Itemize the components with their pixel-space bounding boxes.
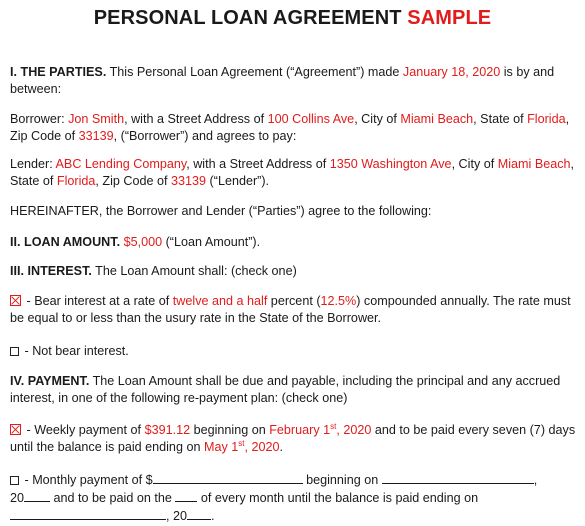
borrower-name: Jon Smith (68, 112, 125, 126)
agreement-date: January 18, 2020 (402, 65, 501, 79)
hereinafter-paragraph: HEREINAFTER, the Borrower and Lender (“Parties”) agree to the following: (10, 204, 432, 218)
page-title: PERSONAL LOAN AGREEMENT SAMPLE (93, 7, 492, 29)
interest-rate-value: 12.5% (320, 294, 357, 308)
sample-label: SAMPLE (407, 7, 492, 29)
monthly-start-year-blank[interactable] (24, 489, 50, 502)
weekly-start-date: February 1st, 2020 (269, 422, 372, 437)
monthly-day-blank[interactable] (175, 489, 197, 502)
borrower-zip: 33139 (78, 129, 114, 143)
monthly-start-blank[interactable] (382, 471, 534, 484)
interest-option-bear: - Bear interest at a rate of twelve and a half percent (12.5%) compounded annually. The rate must be equal to or less than the usury rate in the State of the Borrower. (10, 294, 571, 325)
lender-paragraph: Lender: ABC Lending Company, with a Street Address of 1350 Washington Ave, City of Miami Beach, State of Florida, Zip Code of 33139 (“Lender”). (10, 157, 575, 188)
borrower-city: Miami Beach (400, 112, 474, 126)
loan-amount-value: $5,000 (123, 235, 163, 249)
interest-paragraph: III. INTEREST. The Loan Amount shall: (check one) (10, 264, 297, 278)
borrower-paragraph: Borrower: Jon Smith, with a Street Address of 100 Collins Ave, City of Miami Beach, State of Florida, Zip Code of 33139, (“Borrower”) and agrees to pay: (10, 112, 570, 143)
unchecked-box-icon[interactable] (10, 347, 19, 356)
lender-address: 1350 Washington Ave (329, 157, 452, 171)
payment-option-weekly: - Weekly payment of $391.12 beginning on February 1st, 2020 and to be paid every seven (7) days until the balance is paid ending on May 1st, 2020. (10, 422, 576, 454)
checked-box-icon[interactable] (10, 424, 21, 435)
lender-name: ABC Lending Company (55, 157, 187, 171)
parties-paragraph: I. THE PARTIES. This Personal Loan Agreement (“Agreement”) made January 18, 2020 is by and between: (10, 65, 555, 96)
monthly-end-year-blank[interactable] (187, 507, 211, 520)
checked-box-icon[interactable] (10, 295, 21, 306)
borrower-address: 100 Collins Ave (267, 112, 355, 126)
lender-state: Florida (56, 174, 96, 188)
borrower-state: Florida (527, 112, 566, 126)
payment-paragraph: IV. PAYMENT. The Loan Amount shall be due and payable, including the principal and any accrued interest, in one of the following re-payment plan: (check one) (10, 374, 561, 405)
lender-zip: 33139 (171, 174, 207, 188)
monthly-end-blank[interactable] (10, 507, 166, 520)
weekly-end-date: May 1st, 2020 (203, 439, 280, 454)
monthly-amount-blank[interactable] (153, 471, 303, 484)
weekly-amount: $391.12 (144, 423, 191, 437)
payment-option-monthly: - Monthly payment of $ beginning on , 20 and to be paid on the of every month until the balance is paid ending on , 20 . (10, 473, 538, 523)
loan-amount-paragraph: II. LOAN AMOUNT. $5,000 (“Loan Amount”). (10, 235, 261, 249)
unchecked-box-icon[interactable] (10, 476, 19, 485)
interest-option-none: - Not bear interest. (10, 343, 577, 360)
lender-city: Miami Beach (497, 157, 571, 171)
interest-rate-words: twelve and a half (172, 294, 268, 308)
